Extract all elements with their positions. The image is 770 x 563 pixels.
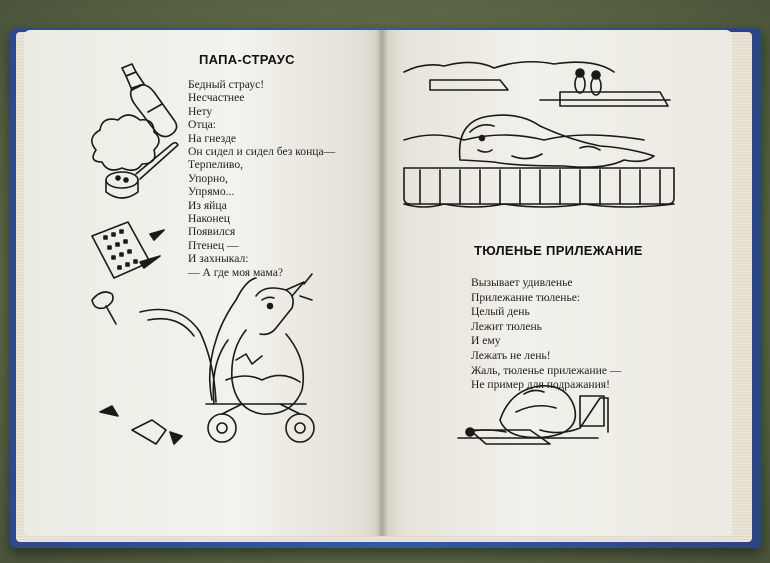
poem-line: Прилежание тюленье: bbox=[471, 290, 581, 304]
poem-line: Наконец bbox=[188, 212, 230, 226]
poem-line: На гнезде bbox=[188, 131, 237, 145]
poem-line: Из яйца bbox=[188, 198, 227, 212]
poem-line: Птенец — bbox=[188, 238, 239, 252]
poem-line: Отца: bbox=[188, 118, 217, 132]
poem-line: Бедный страус! bbox=[188, 78, 265, 91]
poem-line: И ему bbox=[471, 334, 501, 348]
poem-line: Лежать не лень! bbox=[471, 348, 551, 362]
right-poem bbox=[471, 276, 621, 393]
poem-line: Нету bbox=[188, 104, 213, 118]
grater-icon bbox=[92, 222, 164, 278]
poem-line: — А где моя мама? bbox=[188, 265, 283, 279]
poem-line: Вызывает удивленье bbox=[471, 276, 573, 289]
baby-bottle-icon bbox=[122, 64, 177, 137]
left-page-title: ПАПА-СТРАУС bbox=[199, 52, 295, 67]
right-page-title: ТЮЛЕНЬЕ ПРИЛЕЖАНИЕ bbox=[474, 243, 643, 258]
seal-on-ice-floe-icon bbox=[404, 62, 674, 207]
poem-line: Появился bbox=[188, 225, 236, 239]
poem-line: И захныкал: bbox=[188, 252, 249, 266]
poem-line: Лежит тюлень bbox=[471, 319, 542, 333]
penguins-icon bbox=[575, 69, 601, 95]
poem-line: Жаль, тюленье прилежание — bbox=[471, 363, 622, 377]
poem-line: Упрямо... bbox=[188, 185, 235, 199]
poem-line: Терпеливо, bbox=[188, 158, 244, 172]
left-poem bbox=[188, 78, 335, 279]
poem-line: Несчастнее bbox=[188, 91, 245, 105]
ostrich-chick-in-pram-icon bbox=[100, 274, 314, 444]
rattle-icon bbox=[92, 292, 116, 324]
poem-line: Целый день bbox=[471, 305, 530, 319]
poem-line: Не пример для подражания! bbox=[471, 378, 610, 392]
sleeping-student-icon bbox=[458, 386, 608, 444]
poem-line: Он сидел и сидел без конца— bbox=[188, 145, 336, 159]
poem-line: Упорно, bbox=[188, 171, 228, 185]
